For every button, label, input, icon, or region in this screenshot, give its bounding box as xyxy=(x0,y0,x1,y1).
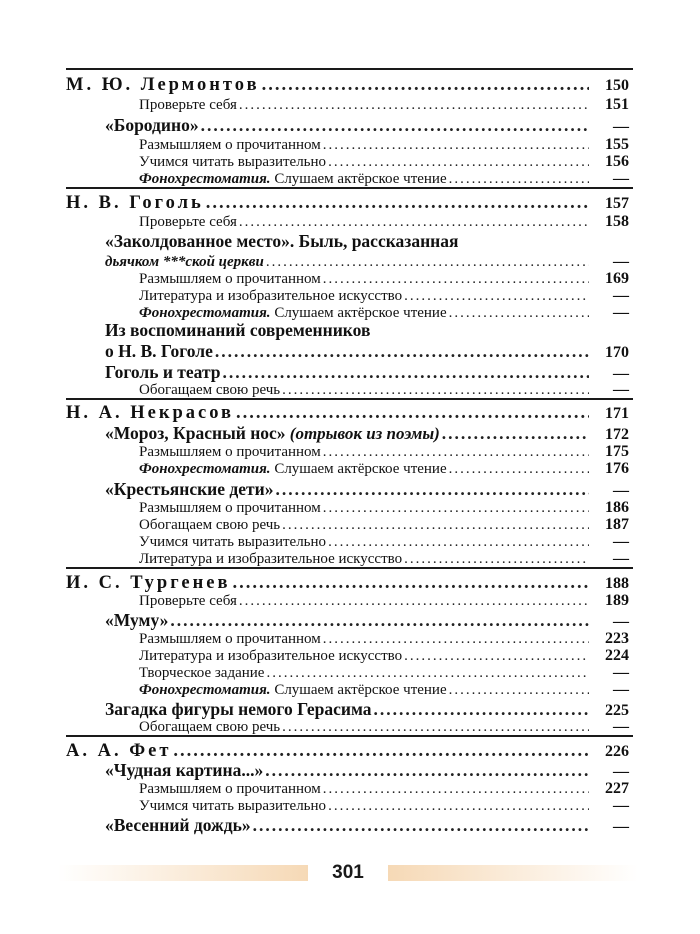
toc-work-entry[interactable] xyxy=(105,423,629,444)
author-name: Н. В. Гоголь xyxy=(66,193,204,213)
section-divider xyxy=(66,398,633,400)
toc-sub-entry[interactable] xyxy=(139,170,629,188)
toc-sub-entry[interactable] xyxy=(139,460,629,478)
entry-title: Учимся читать выразительно xyxy=(139,798,327,814)
dot-leader xyxy=(206,193,589,214)
page-number: — xyxy=(613,365,629,382)
page-number: — xyxy=(613,118,629,135)
toc-author-entry[interactable] xyxy=(66,573,629,594)
toc-sub-entry[interactable] xyxy=(139,533,629,551)
entry-title: Литература и изобразительное искусство xyxy=(139,551,403,567)
entry-title: Творческое задание xyxy=(139,665,265,681)
entry-title: Размышляем о прочитанном xyxy=(139,500,321,516)
entry-title xyxy=(139,171,447,188)
entry-title: Размышляем о прочитанном xyxy=(139,781,321,797)
page-number: 225 xyxy=(605,702,629,719)
dot-leader xyxy=(239,97,589,114)
page-number: — xyxy=(613,613,629,630)
section-divider xyxy=(66,187,633,189)
entry-title: Размышляем о прочитанном xyxy=(139,137,321,153)
section-divider xyxy=(66,68,633,70)
dot-leader xyxy=(223,362,590,383)
toc-sub-entry[interactable] xyxy=(139,516,629,534)
entry-title xyxy=(139,461,447,478)
toc-sub-entry[interactable] xyxy=(139,153,629,171)
dot-leader xyxy=(323,271,589,288)
toc-sub-entry[interactable] xyxy=(139,213,629,231)
page-number: — xyxy=(613,533,629,550)
dot-leader xyxy=(374,699,589,720)
page-number: 155 xyxy=(605,136,629,153)
work-title-cont: дьячком ***ской церкви xyxy=(105,254,264,270)
dot-leader xyxy=(282,382,589,399)
toc-work-title-line1[interactable] xyxy=(105,320,370,341)
page-number: 227 xyxy=(605,780,629,797)
dot-leader xyxy=(239,593,589,610)
entry-title: Литература и изобразительное искусство xyxy=(139,648,403,664)
toc-sub-entry[interactable] xyxy=(139,797,629,815)
toc-sub-entry[interactable] xyxy=(139,287,629,305)
work-title-main: «Мороз, Красный нос» xyxy=(105,423,286,443)
dot-leader xyxy=(323,500,589,517)
page-number: 224 xyxy=(605,647,629,664)
dot-leader xyxy=(328,534,589,551)
work-title xyxy=(105,423,440,444)
page-number: 151 xyxy=(605,96,629,113)
page-number: — xyxy=(613,664,629,681)
dot-leader xyxy=(449,171,589,188)
dot-leader xyxy=(265,760,589,781)
entry-title: Проверьте себя xyxy=(139,97,237,113)
page-number: — xyxy=(613,304,629,321)
dot-leader xyxy=(449,305,589,322)
phono-rest: Слушаем актёрское чтение xyxy=(270,682,447,698)
dot-leader xyxy=(282,719,589,736)
work-note: Быль, рассказанная xyxy=(294,231,459,251)
dot-leader xyxy=(404,551,589,568)
toc-author-entry[interactable] xyxy=(66,403,629,424)
entry-title: Размышляем о прочитанном xyxy=(139,271,321,287)
toc-work-entry[interactable] xyxy=(105,760,629,781)
work-title: «Крестьянские дети» xyxy=(105,479,274,499)
page-number: 156 xyxy=(605,153,629,170)
page-number: 189 xyxy=(605,592,629,609)
toc-sub-entry[interactable] xyxy=(139,630,629,648)
page-number: — xyxy=(613,170,629,187)
dot-leader xyxy=(266,665,589,682)
author-name: И. С. Тургенев xyxy=(66,573,231,593)
dot-leader xyxy=(173,741,589,762)
page-number: 169 xyxy=(605,270,629,287)
page-number: 172 xyxy=(605,426,629,443)
page-number: 170 xyxy=(605,344,629,361)
phono-label: Фонохрестоматия. xyxy=(139,461,271,477)
dot-leader xyxy=(239,214,589,231)
footer-band-right xyxy=(388,865,638,881)
page-number: — xyxy=(613,381,629,398)
dot-leader xyxy=(266,254,589,271)
entry-title: Проверьте себя xyxy=(139,593,237,609)
toc-sub-entry[interactable] xyxy=(139,381,629,399)
footer-band-left xyxy=(58,865,308,881)
work-title: «Весенний дождь» xyxy=(105,815,251,835)
dot-leader xyxy=(328,154,589,171)
page-number: 171 xyxy=(605,405,629,422)
toc-work-entry[interactable] xyxy=(105,699,629,720)
toc-sub-entry[interactable] xyxy=(139,499,629,517)
phono-label: Фонохрестоматия. xyxy=(139,171,271,187)
dot-leader xyxy=(201,115,589,136)
entry-title: Проверьте себя xyxy=(139,214,237,230)
work-title: «Бородино» xyxy=(105,115,199,135)
author-name: М. Ю. Лермонтов xyxy=(66,75,260,95)
page-number: 176 xyxy=(605,460,629,477)
page-number: 187 xyxy=(605,516,629,533)
dot-leader xyxy=(323,137,589,154)
phono-label: Фонохрестоматия. xyxy=(139,305,271,321)
dot-leader xyxy=(253,815,589,836)
page-number: 226 xyxy=(605,743,629,760)
work-title: Из воспоминаний современников xyxy=(105,320,371,340)
toc-sub-entry[interactable] xyxy=(139,550,629,568)
footer-page-number: 301 xyxy=(332,862,364,883)
toc-sub-entry[interactable] xyxy=(139,780,629,798)
page-number: — xyxy=(613,763,629,780)
work-note: (отрывок из поэмы) xyxy=(285,424,440,443)
work-title: Гоголь и театр xyxy=(105,362,221,382)
entry-title: Размышляем о прочитанном xyxy=(139,444,321,460)
entry-title: Учимся читать выразительно xyxy=(139,154,327,170)
toc-author-entry[interactable] xyxy=(66,741,629,762)
toc-work-entry[interactable] xyxy=(105,479,629,500)
toc-work-title-line1[interactable] xyxy=(105,231,458,252)
page-number: 188 xyxy=(605,575,629,592)
dot-leader xyxy=(232,573,589,594)
entry-title: Литература и изобразительное искусство xyxy=(139,288,403,304)
dot-leader xyxy=(404,648,589,665)
toc-sub-entry[interactable] xyxy=(139,96,629,114)
dot-leader xyxy=(236,403,589,424)
toc-work-entry[interactable] xyxy=(105,341,629,362)
section-divider xyxy=(66,735,633,737)
dot-leader xyxy=(282,517,589,534)
section-divider xyxy=(66,567,633,569)
entry-title: Размышляем о прочитанном xyxy=(139,631,321,647)
dot-leader xyxy=(323,631,589,648)
work-title-cont: о Н. В. Гоголе xyxy=(105,341,213,361)
toc-sub-entry[interactable] xyxy=(139,443,629,461)
page-number: — xyxy=(613,818,629,835)
author-name: Н. А. Некрасов xyxy=(66,403,235,423)
page-number: 223 xyxy=(605,630,629,647)
dot-leader xyxy=(275,479,589,500)
page-number: — xyxy=(613,718,629,735)
page-number: 175 xyxy=(605,443,629,460)
toc-work-entry[interactable] xyxy=(105,610,629,631)
dot-leader xyxy=(323,781,589,798)
author-name: А. А. Фет xyxy=(66,741,172,761)
page-number: — xyxy=(613,253,629,270)
dot-leader xyxy=(262,75,589,96)
dot-leader xyxy=(215,341,589,362)
dot-leader xyxy=(404,288,589,305)
toc-sub-entry[interactable] xyxy=(139,664,629,682)
phono-rest: Слушаем актёрское чтение xyxy=(270,461,447,477)
dot-leader xyxy=(328,798,589,815)
page-number: — xyxy=(613,550,629,567)
entry-title xyxy=(139,682,447,699)
entry-title: Обогащаем свою речь xyxy=(139,382,281,398)
dot-leader xyxy=(449,461,589,478)
toc-author-entry[interactable] xyxy=(66,75,629,96)
toc-sub-entry[interactable] xyxy=(139,681,629,699)
work-title: Загадка фигуры немого Герасима xyxy=(105,699,372,719)
page-number: — xyxy=(613,482,629,499)
toc-work-entry[interactable] xyxy=(105,815,629,836)
page-number: 157 xyxy=(605,195,629,212)
toc-sub-entry[interactable] xyxy=(139,270,629,288)
work-title: «Заколдованное место». xyxy=(105,231,295,251)
toc-work-entry[interactable] xyxy=(105,362,629,383)
toc-sub-entry[interactable] xyxy=(139,647,629,665)
page-number: — xyxy=(613,797,629,814)
phono-label: Фонохрестоматия. xyxy=(139,682,271,698)
entry-title: Обогащаем свою речь xyxy=(139,719,281,735)
entry-title: Обогащаем свою речь xyxy=(139,517,281,533)
work-title: «Чудная картина...» xyxy=(105,760,264,780)
toc-work-entry[interactable] xyxy=(105,253,629,271)
phono-rest: Слушаем актёрское чтение xyxy=(270,305,447,321)
work-title: «Муму» xyxy=(105,610,169,630)
page-number: — xyxy=(613,681,629,698)
dot-leader xyxy=(442,423,589,444)
page-number: 158 xyxy=(605,213,629,230)
toc-sub-entry[interactable] xyxy=(139,136,629,154)
toc-sub-entry[interactable] xyxy=(139,718,629,736)
toc-work-entry[interactable] xyxy=(105,115,629,136)
page-number: 150 xyxy=(605,77,629,94)
phono-rest: Слушаем актёрское чтение xyxy=(270,171,447,187)
dot-leader xyxy=(170,610,589,631)
page-number: — xyxy=(613,287,629,304)
dot-leader xyxy=(449,682,589,699)
page-footer xyxy=(0,861,700,885)
toc-author-entry[interactable] xyxy=(66,193,629,214)
entry-title: Учимся читать выразительно xyxy=(139,534,327,550)
page-number: 186 xyxy=(605,499,629,516)
toc-sub-entry[interactable] xyxy=(139,592,629,610)
dot-leader xyxy=(323,444,589,461)
